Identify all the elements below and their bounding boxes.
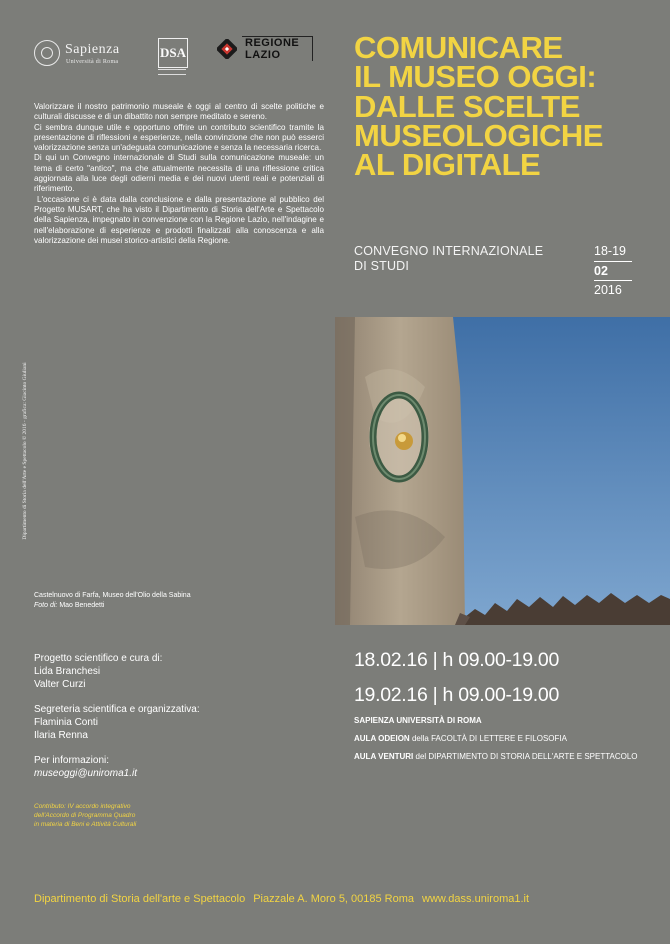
title-line: IL MUSEO OGGI:	[354, 59, 597, 94]
schedule-date: 18.02.16	[354, 649, 428, 671]
contributo-line: dell'Accordo di Programma Quadro	[34, 812, 136, 819]
schedule-time: h 09.00-19.00	[442, 684, 559, 706]
title-line: MUSEOLOGICHE	[354, 118, 603, 153]
lazio-text-line2: LAZIO	[245, 49, 281, 61]
date-days: 18-19	[594, 244, 626, 258]
footer-website[interactable]: www.dass.uniroma1.it	[422, 893, 530, 905]
secretariat-credits	[34, 703, 200, 742]
footer-department: Dipartimento di Storia dell'arte e Spettacolo	[34, 893, 246, 905]
venue-room-2-name: AULA VENTURI	[354, 752, 414, 761]
schedule-day-2: 19.02.16 | h 09.00-19.00	[354, 684, 559, 706]
info-contact	[34, 754, 137, 780]
museum-photo-image	[335, 317, 670, 625]
page-title	[354, 30, 654, 182]
footer-address: Piazzale A. Moro 5, 00185 Roma	[253, 893, 415, 905]
venue-room-1-name: AULA ODEION	[354, 734, 410, 743]
email-link[interactable]: museoggi@uniroma1.it	[34, 768, 137, 779]
title-line: AL DIGITALE	[354, 147, 541, 182]
museum-photo	[335, 317, 670, 625]
caption-photo-label: Foto di:	[34, 602, 58, 609]
photo-caption	[34, 591, 294, 611]
sapienza-seal-icon	[34, 40, 60, 66]
date-month: 02	[594, 261, 632, 281]
intro-paragraph: Di qui un Convegno internazionale di Studi sulla comunicazione museale: un tema di certo "antico", ma che attualmente necessita di una riflessione critica aggiornata alla luce degli odierni media e dei nuovi utenti reali e potenziali di riferimento.	[34, 153, 324, 194]
schedule-day-1: 18.02.16 | h 09.00-19.00	[354, 649, 559, 671]
venue-room-2	[354, 752, 638, 762]
dsa-mark: DSA	[158, 38, 188, 68]
project-label: Progetto scientifico e cura di:	[34, 653, 163, 664]
project-credits	[34, 652, 162, 691]
venue-room-2-detail: del DIPARTIMENTO DI STORIA DELL'ARTE E SPETTACOLO	[415, 752, 638, 761]
caption-place: Castelnuovo di Farfa, Museo dell'Olio della Sabina	[34, 592, 191, 599]
contributo-line: Contributo: IV accordo integrativo	[34, 803, 131, 810]
caption-credit	[34, 601, 294, 611]
secretariat-name: Flaminia Conti	[34, 717, 98, 728]
caption-photographer: Mao Benedetti	[59, 602, 105, 609]
venue-room-1	[354, 734, 567, 744]
curator-name: Lida Branchesi	[34, 666, 101, 677]
venue-room-1-detail: della FACOLTÀ DI LETTERE E FILOSOFIA	[411, 734, 567, 743]
intro-paragraph: L'occasione ci è data dalla conclusione e dalla presentazione al pubblico del Progetto MUSART, che ha visto il Dipartimento di Storia dell'Arte e Spettacolo della Sapienza, impegnato in convenzione con la Regione Lazio, nell'indagine e nell'elaborazione di esperienze e prodotti finalizzati alla conoscenza e alla valorizzazione dei musei storico-artistici della Regione.	[34, 194, 324, 245]
venue-university: SAPIENZA UNIVERSITÀ DI ROMA	[354, 716, 482, 725]
dsa-lines-icon	[158, 69, 186, 75]
side-credit	[14, 330, 28, 580]
sapienza-name: Sapienza	[65, 42, 120, 57]
subtitle-line: DI STUDI	[354, 259, 410, 273]
date-year: 2016	[594, 283, 622, 297]
schedule-time: h 09.00-19.00	[442, 649, 559, 671]
logo-row	[34, 36, 324, 76]
side-credit-text: Dipartimento di Storia dell'Arte e Spettacolo © 2016 - grafica: Giacinto Giuliani	[22, 362, 28, 540]
lazio-emblem-icon	[217, 39, 237, 59]
date-box	[594, 244, 632, 298]
lazio-text-line1: REGIONE	[245, 37, 300, 49]
info-label: Per informazioni:	[34, 755, 110, 766]
regione-lazio-logo	[217, 36, 327, 66]
intro-paragraph: Ci sembra dunque utile e opportuno offrire un contributo scientifico tramite la presentazione di riflessioni e esperienze, nella convinzione che non può esserci valorizzazione senza un'adeguata comunicazione e senza la necessaria ricerca.	[34, 122, 324, 153]
secretariat-label: Segreteria scientifica e organizzativa:	[34, 704, 200, 715]
sapienza-logo	[34, 36, 144, 70]
subtitle-line: CONVEGNO INTERNAZIONALE	[354, 244, 544, 258]
sapienza-subtitle: Università di Roma	[66, 59, 119, 65]
contributo-note	[34, 802, 234, 829]
intro-paragraph: Valorizzare il nostro patrimonio museale è oggi al centro di scelte politiche e culturali discusse e di un dibattito non sempre meditato e sereno.	[34, 102, 324, 122]
curator-name: Valter Curzi	[34, 679, 86, 690]
secretariat-name: Ilaria Renna	[34, 730, 88, 741]
contributo-line: in materia di Beni e Attività Culturali	[34, 821, 137, 828]
dsa-logo	[158, 36, 194, 76]
title-line: DALLE SCELTE	[354, 89, 580, 124]
footer	[34, 893, 654, 905]
lazio-text	[245, 37, 299, 61]
schedule-date: 19.02.16	[354, 684, 428, 706]
title-line: COMUNICARE	[354, 30, 563, 65]
intro-text	[34, 102, 324, 246]
subtitle	[354, 244, 574, 274]
